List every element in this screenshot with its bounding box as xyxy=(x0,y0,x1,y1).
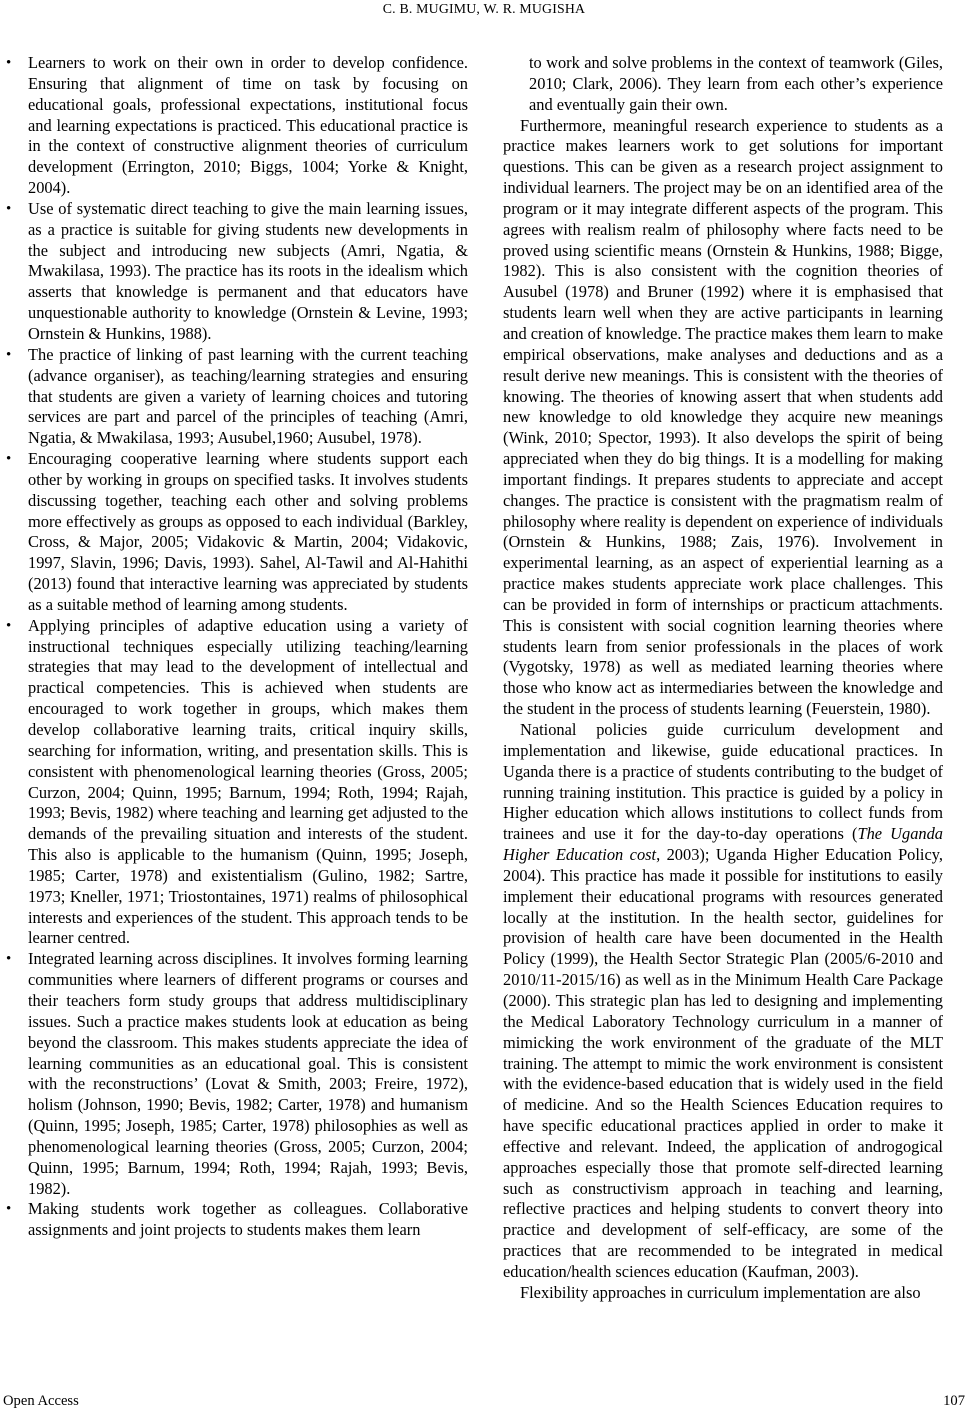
bullet-item xyxy=(6,344,468,449)
bullet-item xyxy=(6,615,468,950)
body-paragraph: Furthermore, meaningful research experience to students as a practice makes learners work to get solutions for important questions. This can be given as a research project assignment to individual learners. The project may be on an identified area of the program or it may integrate different aspects of the program. This agrees with realism realm of philosophy where facts need to be proved using scientific means (Ornstein & Hunkins, 1988; Bigge, 1982). This is also consistent with the cognition theories of Ausubel (1978) and Bruner (1992) where it is emphasised that students learn well when they are active participants in learning and creation of knowledge. The practice makes them learn to make empirical observations, make analyses and deductions and as a result derive new meanings. This is consistent with the theories of knowing. The theories of knowing assert that when students add new knowledge to old knowledge they acquire new meanings (Wink, 2010; Spector, 1993). It also develops the spirit of being appreciated when they do big things. It is a modelling for making important findings. It prepares students to appreciate and accept changes. The practice is consistent with the pragmatism realm of philosophy where reality is dependent on experience of individuals (Ornstein & Hunkins, 1988; Zais, 1976). Involvement in experimental learning, as an aspect of experiential learning as a practice makes students appreciate work place challenges. This can be provided in form of internships or practicum attachments. This is consistent with social cognition learning theories where students learn from senior professionals in the places of work (Vygotsky, 1978) as well as mediated learning theories where those who know act as intermediaries between the knowledge and the student in the process of students learning (Feuerstein, 1980). xyxy=(503,115,943,719)
bullet-text: Learners to work on their own in order to develop confidence. Ensuring that alignment of time on task by focusing on educational goals, professional expectations, institutional focus and learning expectations is practiced. This educational practice is in the context of constructive alignment theories of curriculum development (Errington, 2010; Biggs, 1004; Yorke & Knight, 2004). xyxy=(28,53,468,198)
bullet-item xyxy=(6,198,468,345)
right-column xyxy=(503,53,943,1304)
bullet-icon: • xyxy=(6,55,12,71)
bullet-item xyxy=(6,449,468,616)
bullet-text: Use of systematic direct teaching to give the main learning issues, as a practice is suitable for giving students new developments in the subject and introducing new subjects (Amri, Ngatia, & Mwakilasa, 1993). The practice has its roots in the idealism which asserts that knowledge is permanent and that educators have unquestionable authority to knowledge (Ornstein & Levine, 1993; Ornstein & Hunkins, 1988). xyxy=(28,198,468,343)
left-column xyxy=(6,53,468,1241)
page-footer xyxy=(3,1393,965,1410)
bullet-item xyxy=(6,949,468,1199)
bullet-icon: • xyxy=(6,451,12,468)
bullet-text: Encouraging cooperative learning where students support each other by working in groups on specified tasks. It involves students discussing together, teaching each other and solving problems more effectively as groups as opposed to each individual (Barkley, Cross, & Major, 2005; Vidakovic & Martin, 2004; Vidakovic, 1997, Slavin, 1996; Davis, 1993). Sahel, Al-Tawil and Al-Hahithi (2013) found that interactive learning was appreciated by students as a suitable method of learning among students. xyxy=(28,449,468,614)
bullet-text: The practice of linking of past learning with the current teaching (advance organiser), as teaching/learning strategies and ensuring that students are given a variety of learning choices and tutoring services are part and parcel of the principles of teaching (Amri, Ngatia, & Mwakilasa, 1993; Ausubel,1960; Ausubel, 1978). xyxy=(28,344,468,448)
bullet-icon: • xyxy=(6,346,12,363)
bullet-text: Making students work together as colleagues. Collaborative assignments and joint projects to students makes them learn xyxy=(28,1199,468,1240)
bullet-text: Applying principles of adaptive education using a variety of instructional techniques especially utilizing teaching/learning strategies that may lead to the development of intellectual and practical competencies. This is achieved when students are encouraged to work together in groups, which makes them develop collaborative learning traits, critical inquiry skills, searching for information, writing, and presentation skills. This is consistent with phenomenological learning theories (Gross, 2005; Curzon, 2004; Quinn, 1995; Barnum, 1994; Roth, 1994; Rajah, 1993; Bevis, 1982) where teaching and learning get adjusted to the demands of the prevailing situation and interests of the student. This also is applicable to the humanism (Quinn, 1995; Joseph, 1985; Carter, 1978) and existentialism (Gulino, 1982; Sartre, 1973; Kneller, 1971; Triostontaines, 1971) realms of philosophical interests and experiences of the student. This approach tends to be learner centred. xyxy=(28,615,468,948)
open-access-label: Open Access xyxy=(3,1393,79,1409)
page-number: 107 xyxy=(943,1393,965,1409)
body-paragraph: Flexibility approaches in curriculum implementation are also xyxy=(520,1282,921,1302)
bullet-icon: • xyxy=(6,951,12,968)
bullet-icon: • xyxy=(6,200,12,217)
bullet-item xyxy=(6,53,468,199)
bullet-text: Integrated learning across disciplines. It involves forming learning communities where learners of different programs or courses and their teachers form study groups that address multidisciplinary issues. Such a practice makes students look at education as being beyond the classroom. This makes students appreciate the idea of learning communities as an educational goal. This is consistent with the reconstructions’ (Lovat & Smith, 2003; Freire, 1972), holism (Johnson, 1990; Bevis, 1982; Carter, 1978) and humanism (Quinn, 1995; Joseph, 1985; Carter, 1978) philosophies as well as phenomenological learning theories (Gross, 2005; Curzon, 2004; Quinn, 1995; Barnum, 1994; Roth, 1994; Rajah, 1993; Bevis, 1982). xyxy=(28,949,468,1198)
body-paragraph: National policies guide curriculum development and implementation and likewise, guide educational practices. In Uganda there is a practice of students contributing to the budget of running training institution. This practice is guided by a policy in Higher education which allows institutions to collect funds from trainees and use it for the day-to-day operations (The Uganda Higher Education cost, 2003); Uganda Higher Education Policy, 2004). This practice has made it possible for institutions to easily implement their educational programs with resources generated locally at the institution. In the health sector, guidelines for provision of health care have been documented in the Health Policy (1999), the Health Sector Strategic Plan (2005/6-2010 and 2010/11-2015/16) as well as in the Minimum Health Care Package (2000). This strategic plan has led to designing and implementing the Medical Laboratory Technology curriculum in a manner of mimicking the work environment of the graduate of the MLT training. The attempt to mimic the work environment is consistent with the evidence-based education that is widely used in the field of medicine. And so the Health Sciences Education requires to have specific educational practices applied in order to make it effective and relevant. Indeed, the application of androgogical approaches especially those that promote self-directed learning such as constructivism approach in teaching and learning, reflective practices and helping students to convert theory into practice and development of self-efficacy, are some of the practices that are recommended to be integrated in medical education/health sciences education (Kaufman, 2003). xyxy=(503,720,943,1281)
bullet-list xyxy=(6,53,468,1241)
bullet-icon: • xyxy=(6,1201,12,1218)
running-head: C. B. MUGIMU, W. R. MUGISHA xyxy=(382,1,586,16)
bullet-icon: • xyxy=(6,617,12,634)
bullet-item xyxy=(6,1199,468,1241)
continuation-paragraph: to work and solve problems in the context of teamwork (Giles, 2010; Clark, 2006). They learn from each other’s experience and eventually gain their own. xyxy=(529,53,943,114)
